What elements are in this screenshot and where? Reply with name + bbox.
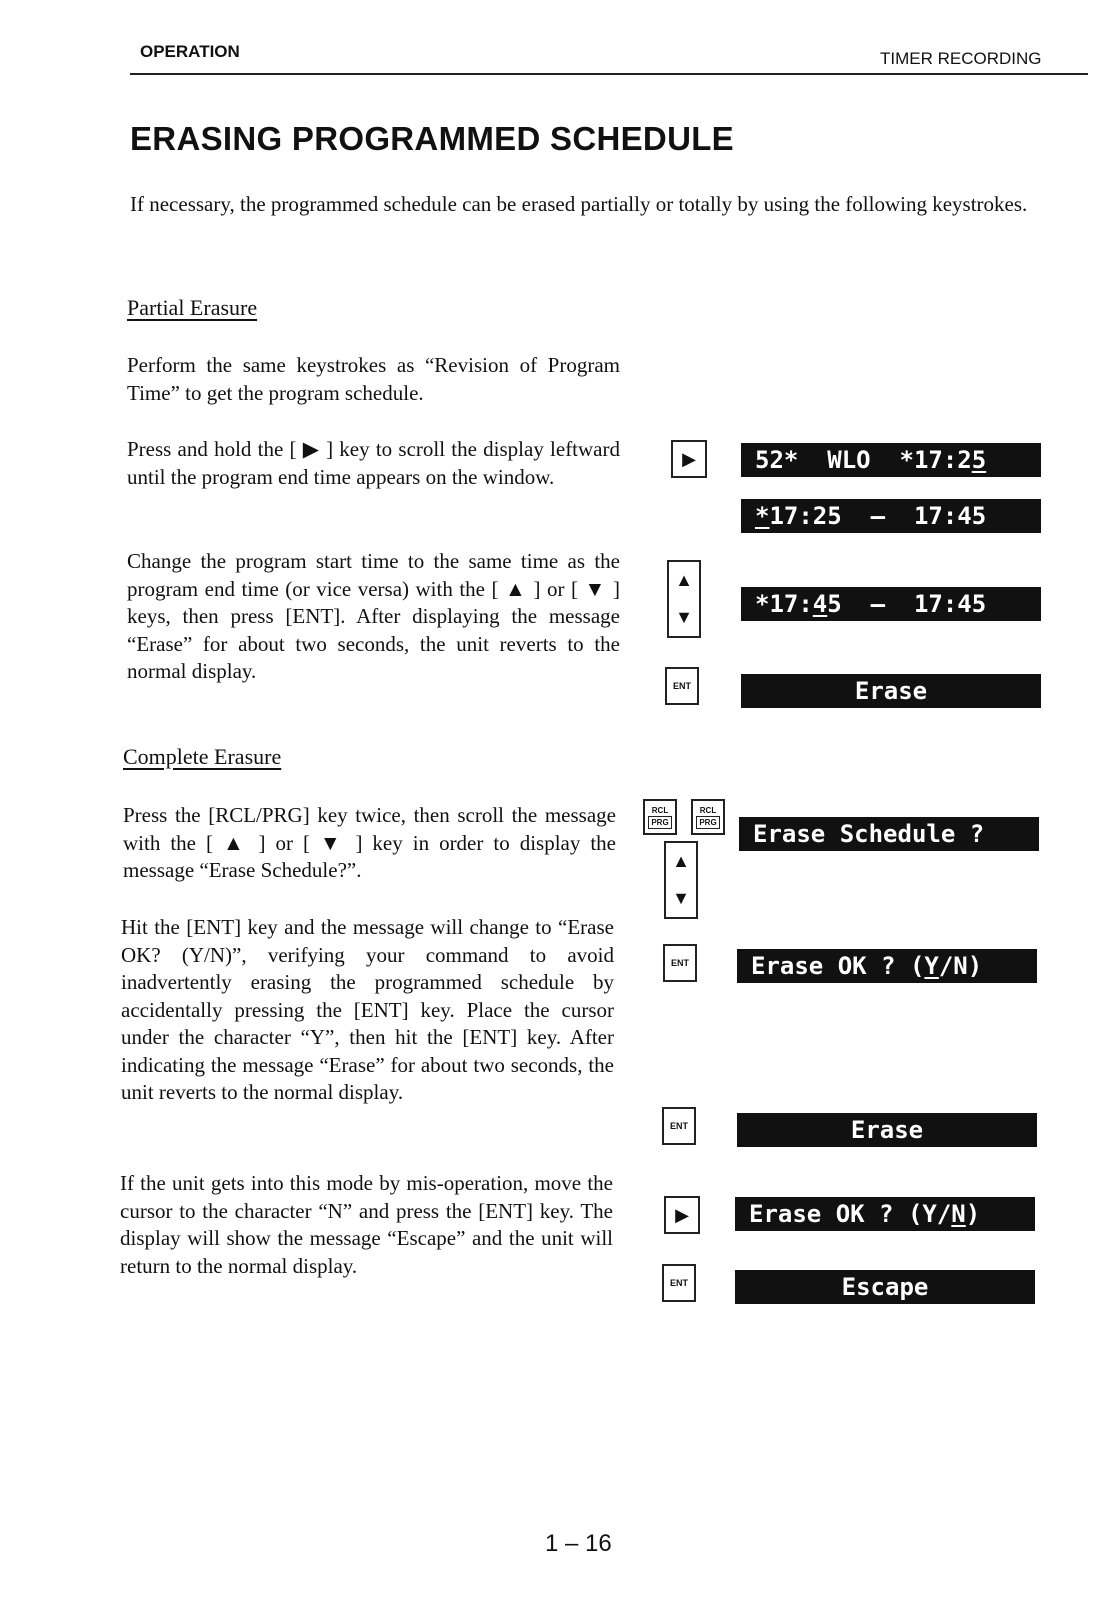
- lcd-display-times: *17:25 — 17:45: [741, 499, 1041, 533]
- lcd-display-changed-times: *17:45 — 17:45: [741, 587, 1041, 621]
- up-arrow-icon: ▲: [672, 851, 690, 871]
- ent-key: ENT: [662, 1264, 696, 1302]
- header-topic-label: TIMER RECORDING: [880, 49, 1042, 68]
- partial-step-1: Perform the same keystrokes as “Revision of Program Time” to get the program schedule.: [127, 353, 620, 405]
- right-arrow-key: [664, 1196, 700, 1234]
- page-title: ERASING PROGRAMMED SCHEDULE: [130, 120, 734, 157]
- page-number: 1 – 16: [545, 1530, 612, 1557]
- up-down-arrow-key: [667, 560, 701, 638]
- up-down-arrow-key: [664, 841, 698, 919]
- partial-step-3: Change the program start time to the same time as the program end time (or vice versa) with the [ ▲ ] or [ ▼ ] keys, then press [ENT]. After displaying the message “Erase” for about two seconds, the unit reverts to the normal display.: [127, 549, 620, 683]
- right-arrow-key: [671, 440, 707, 478]
- lcd-display-erase: Erase: [741, 674, 1041, 708]
- complete-step-2: Hit the [ENT] key and the message will change to “Erase OK? (Y/N)”, verifying your command to avoid inadvertently erasing the programmed schedule by accidentally pressing the [ENT] key. Place the cursor under the character “Y”, then hit the [ENT] key. After indicating the message “Erase” for about two seconds, the unit reverts to the normal display.: [121, 915, 614, 1104]
- rcl-prg-key-1: RCL PRG: [643, 799, 677, 835]
- header-section-label: OPERATION: [140, 42, 240, 61]
- right-arrow-icon: ▶: [675, 1204, 689, 1225]
- down-arrow-icon: ▼: [675, 607, 693, 627]
- ent-key: ENT: [663, 944, 697, 982]
- lcd-display-erase: Erase: [737, 1113, 1037, 1147]
- partial-erasure-heading: Partial Erasure: [127, 295, 258, 320]
- complete-step-3: If the unit gets into this mode by mis-operation, move the cursor to the character “N” and press the [ENT] key. The display will show the message “Escape” and the unit will return to the normal display.: [120, 1171, 613, 1278]
- lcd-display-erase-ok-n: Erase OK ? (Y/N): [735, 1197, 1035, 1231]
- lcd-display-escape: Escape: [735, 1270, 1035, 1304]
- header-rule: [130, 73, 1088, 75]
- ent-key: ENT: [665, 667, 699, 705]
- lcd-display-erase-ok-y: Erase OK ? (Y/N): [737, 949, 1037, 983]
- up-arrow-icon: ▲: [675, 570, 693, 590]
- ent-key: ENT: [662, 1107, 696, 1145]
- complete-step-1: Press the [RCL/PRG] key twice, then scroll the message with the [ ▲ ] or [ ▼ ] key in order to display the message “Erase Schedule?”.: [123, 803, 616, 882]
- lcd-display-program: 52* WLO *17:25: [741, 443, 1041, 477]
- lcd-display-erase-schedule: Erase Schedule ?: [739, 817, 1039, 851]
- complete-erasure-heading: Complete Erasure: [123, 744, 282, 769]
- rcl-prg-key-2: RCL PRG: [691, 799, 725, 835]
- right-arrow-icon: ▶: [682, 448, 696, 469]
- down-arrow-icon: ▼: [672, 888, 690, 908]
- partial-step-2: Press and hold the [ ▶ ] key to scroll the display leftward until the program end time appears on the window.: [127, 437, 620, 489]
- intro-paragraph: If necessary, the programmed schedule can be erased partially or totally by using the following keystrokes.: [130, 192, 1028, 216]
